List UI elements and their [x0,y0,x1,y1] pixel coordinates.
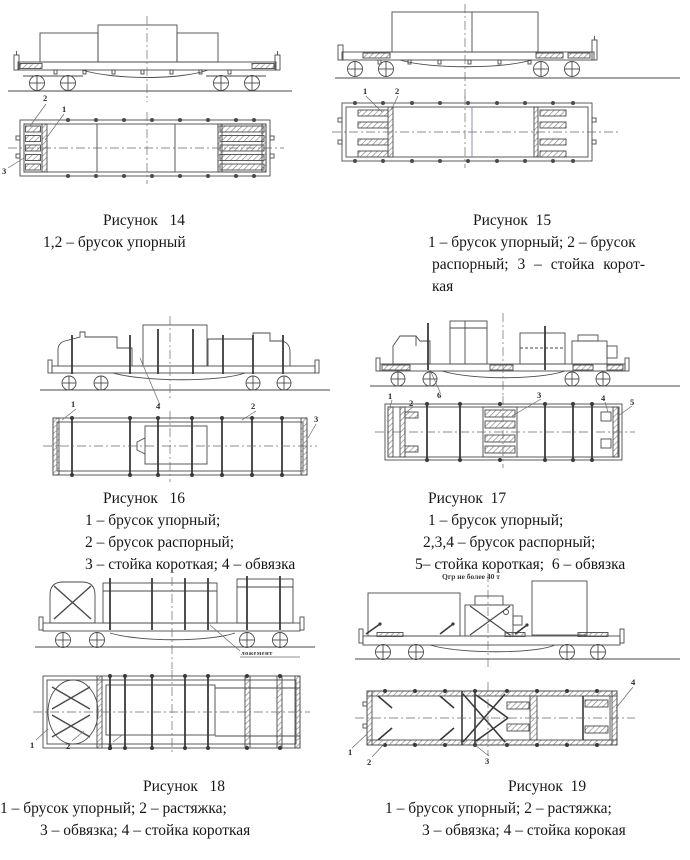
figure-14-legend: 1,2 – брусок упорный [43,234,186,251]
callout-1: 1 [348,747,353,757]
figure-16-title: Рисунок 16 [103,490,186,507]
callout-2: 2 [409,398,414,408]
figure-18-drawing [0,573,345,778]
figure-16-legend-line: 3 – стойка короткая; 4 – обвязка [85,556,296,573]
figure-17-legend-line: 5– стойка короткая; 6 – обвязка [415,556,626,573]
figure-15-legend-line: кая [432,278,454,295]
figure-14-title: Рисунок 14 [103,212,186,229]
figure-19-legend-line: 3 – обвязка; 4 – стойка корокая [422,822,626,839]
figure-18-title: Рисунок 18 [143,778,226,795]
figure-14 [0,0,345,205]
callout-2: 2 [43,93,48,103]
callout-3: 3 [108,742,113,752]
callout-3: 3 [485,756,490,766]
callout-5: 5 [630,397,635,407]
figure-17-legend-line: 2,3,4 – брусок распорный; [423,534,596,551]
figure-18 [0,573,345,778]
callout-3: 3 [2,166,7,176]
figure-16-drawing [20,308,350,493]
figure-15-caption [428,210,683,298]
figure-16-legend-line: 1 – брусок упорный; [85,512,221,529]
callout-4: 4 [156,401,161,411]
figure-18-legend-line: 3 – обвязка; 4 – стойка короткая [40,822,251,839]
figure-19-legend-line: 1 – брусок упорный; 2 – растяжка; [385,800,612,817]
load-limit-annotation: Qгр не более 40 т [442,572,500,581]
figure-19-caption [385,776,685,842]
figure-15-drawing [330,0,690,205]
figure-14-drawing [0,0,345,205]
callout-3: 3 [314,414,319,424]
callout-3: 3 [537,390,542,400]
callout-1: 1 [388,391,393,401]
callout-1: 1 [30,740,35,750]
callout-4: 4 [601,393,606,403]
figure-15-legend-line: распорный; 3 – стойка корот- [432,256,646,273]
callout-1: 1 [71,399,76,409]
figure-17-legend-line: 1 – брусок упорный; [428,512,564,529]
callout-2: 2 [66,741,71,751]
callout-6: 6 [437,390,442,400]
figure-15-title: Рисунок 15 [473,212,552,229]
callout-2: 2 [395,86,400,96]
callout-1: 1 [62,104,67,114]
callout-2: 2 [251,401,256,411]
figure-16-legend-line: 2 – брусок распорный; [85,534,235,551]
callout-2: 2 [367,757,372,767]
figure-17-title: Рисунок 17 [428,490,507,507]
figure-18-caption [0,776,335,842]
figure-16 [20,308,350,493]
figure-17-drawing [360,308,690,493]
figure-17-caption [415,488,685,576]
figure-15-legend-line: 1 – брусок упорный; 2 – брусок [428,234,636,251]
lozhement-annotation: ложемент [241,650,273,657]
callout-4: 4 [631,677,636,687]
callout-1: 1 [363,86,368,96]
figure-17 [360,308,690,493]
figure-16-caption [85,488,355,576]
figure-19 [345,568,690,783]
figure-14-caption [43,210,323,254]
figure-19-title: Рисунок 19 [508,778,587,795]
figure-15 [330,0,690,205]
figure-18-legend-line: 1 – брусок упорный; 2 – растяжка; [0,800,227,817]
figure-19-drawing [345,568,690,783]
